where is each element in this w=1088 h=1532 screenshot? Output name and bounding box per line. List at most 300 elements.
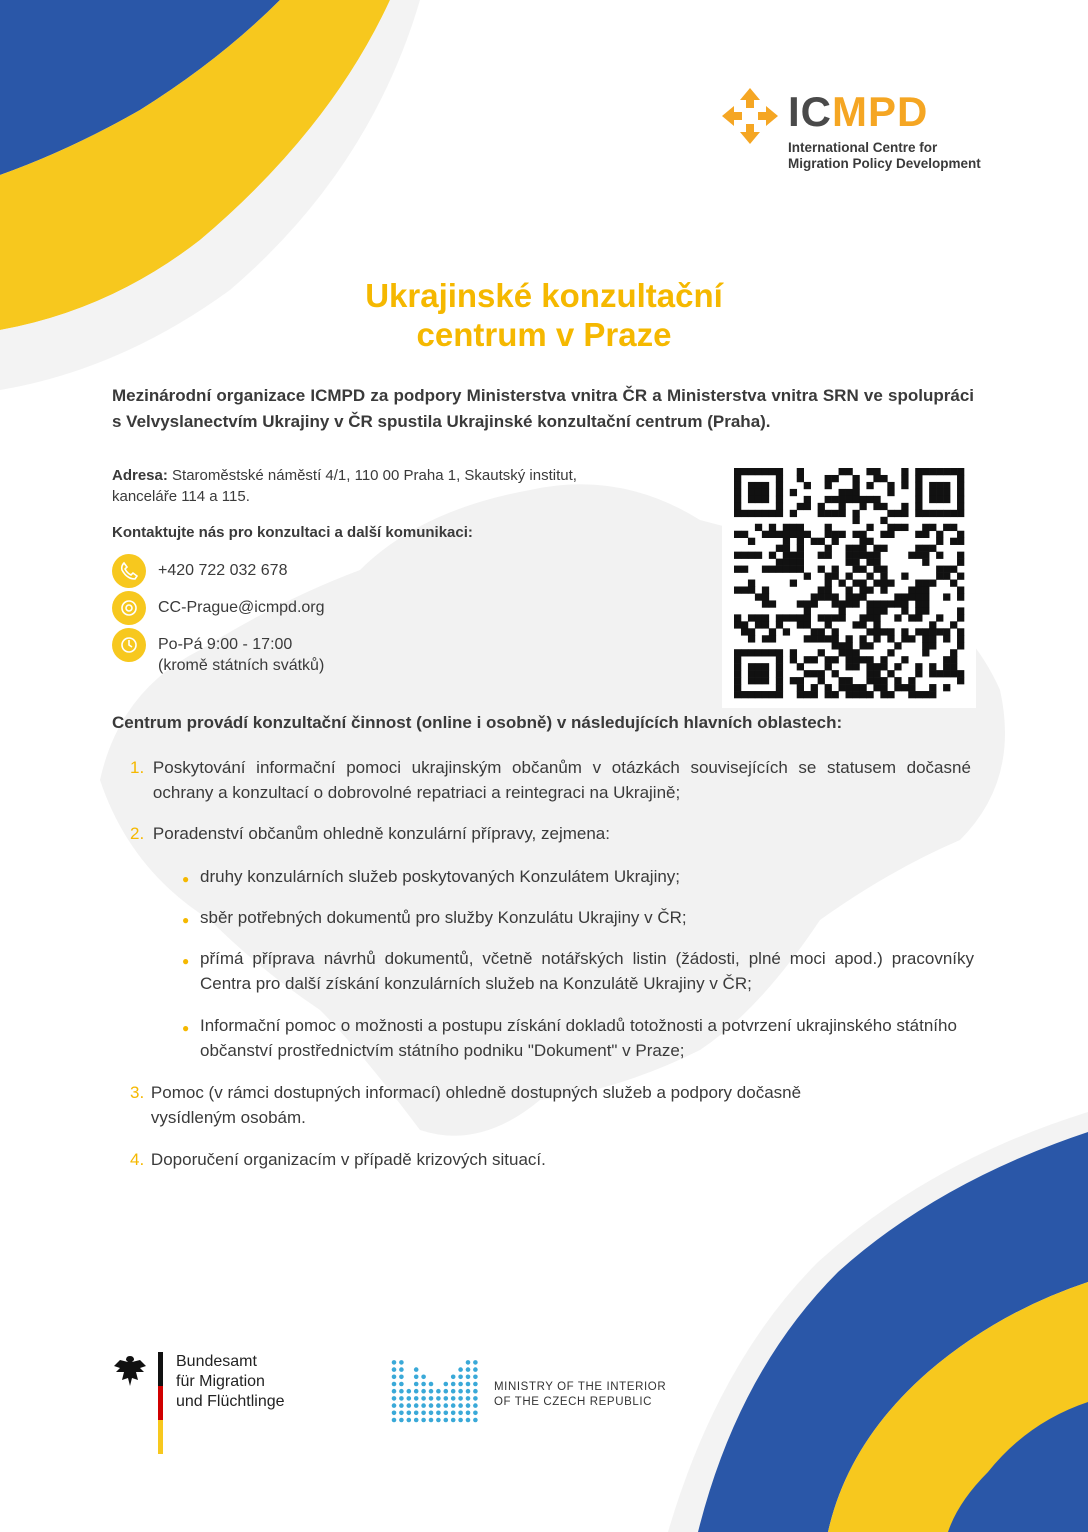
qr-module bbox=[929, 489, 936, 496]
qr-module bbox=[929, 691, 936, 698]
qr-module bbox=[873, 559, 880, 566]
qr-module bbox=[866, 552, 873, 559]
qr-module bbox=[797, 545, 804, 552]
subitem-2 bbox=[182, 905, 974, 930]
qr-module bbox=[852, 593, 859, 600]
qr-module bbox=[769, 566, 776, 573]
ministry-dot bbox=[466, 1360, 471, 1365]
qr-module bbox=[790, 489, 797, 496]
qr-module bbox=[776, 684, 783, 691]
qr-module bbox=[734, 566, 741, 573]
ministry-dot bbox=[458, 1389, 463, 1394]
qr-module bbox=[922, 628, 929, 635]
qr-module bbox=[811, 538, 818, 545]
at-icon bbox=[112, 591, 146, 625]
qr-module bbox=[748, 628, 755, 635]
qr-module bbox=[832, 538, 839, 545]
qr-module bbox=[943, 628, 950, 635]
ministry-dot bbox=[392, 1367, 397, 1372]
ministry-dot bbox=[414, 1411, 419, 1416]
qr-module bbox=[797, 468, 804, 475]
qr-module bbox=[741, 468, 748, 475]
qr-module bbox=[790, 656, 797, 663]
qr-module bbox=[755, 496, 762, 503]
ministry-dot bbox=[473, 1367, 478, 1372]
qr-module bbox=[790, 510, 797, 517]
subitem-1-text: druhy konzulárních služeb poskytovaných Konzulátem Ukrajiny; bbox=[200, 867, 681, 886]
qr-module bbox=[769, 691, 776, 698]
subitem-4-text: Informační pomoc o možnosti a postupu získání dokladů totožnosti a potvrzení ukrajinského státního občanství prostřednictvím státního podniku "Dokument" v Praze; bbox=[200, 1016, 957, 1060]
service-item-1 bbox=[130, 755, 974, 805]
qr-module bbox=[908, 593, 915, 600]
clock-icon bbox=[112, 628, 146, 662]
qr-module bbox=[797, 524, 804, 531]
qr-module bbox=[873, 468, 880, 475]
qr-module bbox=[804, 503, 811, 510]
ministry-dot bbox=[473, 1389, 478, 1394]
icmpd-logo bbox=[720, 86, 990, 178]
ministry-dot bbox=[421, 1375, 426, 1380]
qr-module bbox=[859, 531, 866, 538]
qr-module bbox=[852, 489, 859, 496]
qr-module bbox=[915, 496, 922, 503]
qr-module bbox=[852, 517, 859, 524]
qr-module bbox=[790, 524, 797, 531]
qr-module bbox=[866, 468, 873, 475]
qr-module bbox=[880, 566, 887, 573]
service-item-3 bbox=[130, 1080, 890, 1130]
qr-module bbox=[818, 670, 825, 677]
ministry-dot bbox=[473, 1418, 478, 1423]
qr-module bbox=[825, 510, 832, 517]
qr-module bbox=[741, 621, 748, 628]
qr-module bbox=[880, 691, 887, 698]
qr-module bbox=[811, 656, 818, 663]
qr-module bbox=[734, 586, 741, 593]
qr-module bbox=[804, 607, 811, 614]
qr-module bbox=[846, 684, 853, 691]
qr-module bbox=[734, 510, 741, 517]
service-item-1-number: 1. bbox=[130, 758, 145, 777]
ministry-dot bbox=[421, 1396, 426, 1401]
qr-module bbox=[922, 559, 929, 566]
qr-module bbox=[804, 600, 811, 607]
ministry-dot bbox=[399, 1360, 404, 1365]
qr-module bbox=[776, 468, 783, 475]
qr-module bbox=[915, 614, 922, 621]
ministry-dot bbox=[436, 1396, 441, 1401]
qr-module bbox=[957, 677, 964, 684]
qr-module bbox=[818, 614, 825, 621]
qr-module bbox=[811, 593, 818, 600]
qr-module bbox=[825, 475, 832, 482]
flag-bar-red bbox=[158, 1386, 163, 1420]
qr-module bbox=[943, 635, 950, 642]
service-item-4 bbox=[130, 1147, 890, 1172]
qr-module bbox=[957, 468, 964, 475]
qr-module bbox=[894, 524, 901, 531]
qr-module bbox=[741, 566, 748, 573]
qr-module bbox=[873, 545, 880, 552]
qr-module bbox=[832, 628, 839, 635]
qr-module bbox=[852, 559, 859, 566]
qr-module bbox=[762, 531, 769, 538]
qr-module bbox=[832, 566, 839, 573]
qr-module bbox=[880, 663, 887, 670]
qr-module bbox=[859, 691, 866, 698]
page-title: Ukrajinské konzultační centrum v Praze bbox=[365, 277, 723, 353]
qr-module bbox=[755, 649, 762, 656]
ministry-dot bbox=[407, 1411, 412, 1416]
qr-module bbox=[783, 538, 790, 545]
qr-module bbox=[866, 656, 873, 663]
qr-module bbox=[839, 503, 846, 510]
qr-module bbox=[957, 614, 964, 621]
ministry-dot bbox=[458, 1403, 463, 1408]
qr-module bbox=[748, 552, 755, 559]
qr-module bbox=[880, 677, 887, 684]
opening-hours-note: (kromě státních svátků) bbox=[158, 657, 325, 674]
subitem-1 bbox=[182, 864, 974, 889]
qr-module bbox=[846, 559, 853, 566]
qr-module bbox=[852, 580, 859, 587]
service-item-3-text: Pomoc (v rámci dostupných informací) ohledně dostupných služeb a podpory dočasně vysídleným osobám. bbox=[150, 1083, 802, 1127]
qr-module bbox=[957, 607, 964, 614]
qr-module bbox=[797, 663, 804, 670]
subitem-3 bbox=[182, 946, 974, 996]
qr-module bbox=[880, 580, 887, 587]
qr-module bbox=[922, 593, 929, 600]
qr-module bbox=[873, 628, 880, 635]
qr-module bbox=[936, 482, 943, 489]
qr-module bbox=[929, 510, 936, 517]
qr-module bbox=[873, 552, 880, 559]
address-line-2: kanceláře 114 a 115. bbox=[112, 488, 250, 505]
qr-module bbox=[832, 531, 839, 538]
ministry-dot bbox=[414, 1375, 419, 1380]
qr-module bbox=[846, 573, 853, 580]
ministry-dot bbox=[392, 1382, 397, 1387]
qr-module bbox=[859, 614, 866, 621]
qr-module bbox=[887, 600, 894, 607]
qr-module bbox=[762, 621, 769, 628]
ministry-name: MINISTRY OF THE INTERIOR OF THE CZECH REPUBLIC bbox=[494, 1381, 667, 1408]
qr-module bbox=[915, 628, 922, 635]
qr-module bbox=[929, 684, 936, 691]
qr-module bbox=[818, 593, 825, 600]
qr-module bbox=[957, 496, 964, 503]
qr-module bbox=[873, 580, 880, 587]
qr-module bbox=[887, 482, 894, 489]
qr-module bbox=[797, 621, 804, 628]
qr-module bbox=[894, 593, 901, 600]
qr-module bbox=[873, 607, 880, 614]
ministry-dot bbox=[399, 1403, 404, 1408]
qr-module bbox=[755, 510, 762, 517]
qr-module bbox=[846, 496, 853, 503]
qr-module bbox=[929, 580, 936, 587]
qr-module bbox=[929, 670, 936, 677]
qr-module bbox=[950, 566, 957, 573]
qr-module bbox=[908, 635, 915, 642]
qr-module bbox=[825, 684, 832, 691]
qr-module bbox=[901, 635, 908, 642]
qr-module bbox=[915, 600, 922, 607]
qr-module bbox=[922, 531, 929, 538]
qr-module bbox=[762, 614, 769, 621]
qr-module bbox=[734, 663, 741, 670]
qr-module bbox=[818, 503, 825, 510]
qr-module bbox=[741, 649, 748, 656]
ministry-dot bbox=[399, 1367, 404, 1372]
qr-module bbox=[825, 635, 832, 642]
ministry-dot bbox=[473, 1396, 478, 1401]
ministry-dot bbox=[407, 1403, 412, 1408]
qr-module bbox=[929, 642, 936, 649]
ministry-dot bbox=[436, 1418, 441, 1423]
logo-wordmark: ICMPD bbox=[788, 88, 929, 135]
qr-module bbox=[797, 600, 804, 607]
qr-module bbox=[734, 468, 741, 475]
qr-module bbox=[894, 614, 901, 621]
qr-module bbox=[915, 586, 922, 593]
qr-module bbox=[957, 670, 964, 677]
qr-module bbox=[866, 642, 873, 649]
qr-module bbox=[762, 691, 769, 698]
qr-module bbox=[922, 586, 929, 593]
qr-module bbox=[922, 468, 929, 475]
qr-module bbox=[790, 566, 797, 573]
qr-code[interactable] bbox=[722, 460, 976, 708]
qr-module bbox=[950, 621, 957, 628]
ministry-dot bbox=[429, 1396, 434, 1401]
qr-module bbox=[866, 586, 873, 593]
qr-module bbox=[929, 545, 936, 552]
qr-module bbox=[880, 600, 887, 607]
ministry-dot bbox=[444, 1418, 449, 1423]
ministry-dot bbox=[436, 1411, 441, 1416]
qr-module bbox=[734, 503, 741, 510]
qr-module bbox=[748, 649, 755, 656]
qr-module bbox=[790, 649, 797, 656]
qr-module bbox=[936, 531, 943, 538]
bullet-icon: ● bbox=[182, 872, 190, 886]
qr-module bbox=[762, 510, 769, 517]
qr-module bbox=[839, 468, 846, 475]
service-item-1-text: Poskytování informační pomoci ukrajinským občanům v otázkách souvisejících se statusem dočasné ochrany a konzultací o dobrovolné repatriaci a reintegraci na Ukrajině; bbox=[152, 758, 971, 802]
qr-module bbox=[859, 642, 866, 649]
qr-module bbox=[936, 552, 943, 559]
ministry-dot bbox=[451, 1375, 456, 1380]
qr-module bbox=[755, 482, 762, 489]
qr-module bbox=[748, 670, 755, 677]
qr-module bbox=[825, 614, 832, 621]
ministry-dot bbox=[414, 1367, 419, 1372]
qr-module bbox=[846, 545, 853, 552]
qr-module bbox=[811, 600, 818, 607]
service-item-4-number: 4. bbox=[130, 1150, 145, 1169]
qr-module bbox=[839, 496, 846, 503]
ministry-dot bbox=[421, 1411, 426, 1416]
ministry-dot bbox=[399, 1418, 404, 1423]
qr-module bbox=[887, 635, 894, 642]
phone-number[interactable]: +420 722 032 678 bbox=[158, 562, 288, 579]
qr-module bbox=[894, 510, 901, 517]
qr-module bbox=[734, 531, 741, 538]
qr-module bbox=[804, 614, 811, 621]
qr-module bbox=[748, 677, 755, 684]
qr-module bbox=[943, 510, 950, 517]
qr-module bbox=[755, 593, 762, 600]
qr-module bbox=[846, 552, 853, 559]
qr-module bbox=[832, 614, 839, 621]
bullet-icon: ● bbox=[182, 913, 190, 927]
subitem-4 bbox=[182, 1013, 974, 1063]
qr-module bbox=[804, 482, 811, 489]
ministry-dots-icon bbox=[390, 1354, 482, 1424]
ministry-dot bbox=[392, 1403, 397, 1408]
qr-module bbox=[776, 475, 783, 482]
qr-module bbox=[936, 510, 943, 517]
ministry-dot bbox=[466, 1382, 471, 1387]
qr-module bbox=[755, 524, 762, 531]
qr-module bbox=[873, 663, 880, 670]
ministry-dot bbox=[429, 1418, 434, 1423]
qr-module bbox=[734, 670, 741, 677]
qr-module bbox=[880, 545, 887, 552]
qr-module bbox=[783, 531, 790, 538]
qr-module bbox=[866, 663, 873, 670]
qr-module bbox=[852, 482, 859, 489]
qr-module bbox=[880, 684, 887, 691]
qr-module bbox=[832, 510, 839, 517]
bamf-logo bbox=[110, 1352, 370, 1456]
qr-module bbox=[957, 559, 964, 566]
qr-module bbox=[762, 649, 769, 656]
qr-module bbox=[873, 496, 880, 503]
qr-module bbox=[797, 538, 804, 545]
qr-module bbox=[922, 545, 929, 552]
qr-module bbox=[839, 600, 846, 607]
qr-module bbox=[929, 621, 936, 628]
qr-module bbox=[825, 663, 832, 670]
qr-module bbox=[776, 503, 783, 510]
qr-module bbox=[790, 677, 797, 684]
subitem-3-text: přímá příprava návrhů dokumentů, včetně notářských listin (žádosti, plné moci apod.) pracovníky Centra pro další získání konzulárních služeb na Konzulátě Ukrajiny v ČR; bbox=[200, 949, 974, 993]
service-item-2-text: Poradenství občanům ohledně konzulární přípravy, zejmena: bbox=[152, 824, 610, 843]
qr-module bbox=[825, 573, 832, 580]
qr-module bbox=[769, 635, 776, 642]
qr-module bbox=[957, 552, 964, 559]
qr-module bbox=[762, 600, 769, 607]
address-block bbox=[112, 465, 672, 507]
qr-module bbox=[755, 691, 762, 698]
qr-module bbox=[873, 670, 880, 677]
qr-module bbox=[943, 656, 950, 663]
qr-module bbox=[832, 573, 839, 580]
qr-module bbox=[734, 552, 741, 559]
qr-module bbox=[748, 496, 755, 503]
qr-module bbox=[762, 635, 769, 642]
qr-module bbox=[943, 670, 950, 677]
qr-module bbox=[915, 503, 922, 510]
qr-module bbox=[943, 593, 950, 600]
qr-module bbox=[880, 531, 887, 538]
ministry-dot bbox=[473, 1360, 478, 1365]
qr-module bbox=[859, 586, 866, 593]
qr-module bbox=[832, 642, 839, 649]
qr-module bbox=[811, 684, 818, 691]
qr-module bbox=[936, 538, 943, 545]
qr-module bbox=[866, 670, 873, 677]
ministry-dot bbox=[473, 1411, 478, 1416]
ministry-dot bbox=[466, 1403, 471, 1408]
email-address[interactable]: CC-Prague@icmpd.org bbox=[158, 599, 325, 616]
qr-module bbox=[866, 677, 873, 684]
qr-module bbox=[894, 677, 901, 684]
qr-module bbox=[846, 656, 853, 663]
qr-module bbox=[755, 670, 762, 677]
logo-subtitle: International Centre for Migration Policy Development bbox=[788, 140, 981, 171]
ministry-dot bbox=[466, 1418, 471, 1423]
qr-module bbox=[936, 628, 943, 635]
ministry-dot bbox=[414, 1418, 419, 1423]
qr-module bbox=[866, 628, 873, 635]
qr-module bbox=[880, 517, 887, 524]
qr-module bbox=[839, 614, 846, 621]
qr-module bbox=[818, 552, 825, 559]
qr-module bbox=[957, 475, 964, 482]
qr-module bbox=[915, 475, 922, 482]
qr-module bbox=[873, 503, 880, 510]
qr-module bbox=[846, 586, 853, 593]
qr-module bbox=[866, 573, 873, 580]
qr-module bbox=[769, 628, 776, 635]
qr-module bbox=[846, 663, 853, 670]
ministry-dot bbox=[466, 1389, 471, 1394]
qr-module bbox=[957, 642, 964, 649]
qr-module bbox=[852, 510, 859, 517]
qr-module bbox=[825, 482, 832, 489]
qr-module bbox=[797, 552, 804, 559]
qr-module bbox=[873, 635, 880, 642]
qr-module bbox=[734, 691, 741, 698]
qr-module bbox=[908, 586, 915, 593]
qr-module bbox=[943, 489, 950, 496]
qr-module bbox=[852, 663, 859, 670]
qr-module bbox=[922, 691, 929, 698]
ministry-dot bbox=[421, 1389, 426, 1394]
ministry-dot bbox=[421, 1382, 426, 1387]
qr-module bbox=[769, 468, 776, 475]
qr-module bbox=[873, 600, 880, 607]
qr-module bbox=[832, 635, 839, 642]
ministry-dot bbox=[429, 1411, 434, 1416]
qr-module bbox=[797, 566, 804, 573]
ministry-dot bbox=[451, 1418, 456, 1423]
qr-module bbox=[922, 552, 929, 559]
qr-module bbox=[825, 586, 832, 593]
qr-module bbox=[776, 545, 783, 552]
qr-module bbox=[908, 684, 915, 691]
qr-module bbox=[957, 503, 964, 510]
qr-module bbox=[755, 663, 762, 670]
ministry-dot bbox=[458, 1375, 463, 1380]
qr-module bbox=[922, 649, 929, 656]
qr-module bbox=[936, 566, 943, 573]
qr-module bbox=[887, 649, 894, 656]
qr-module bbox=[866, 482, 873, 489]
